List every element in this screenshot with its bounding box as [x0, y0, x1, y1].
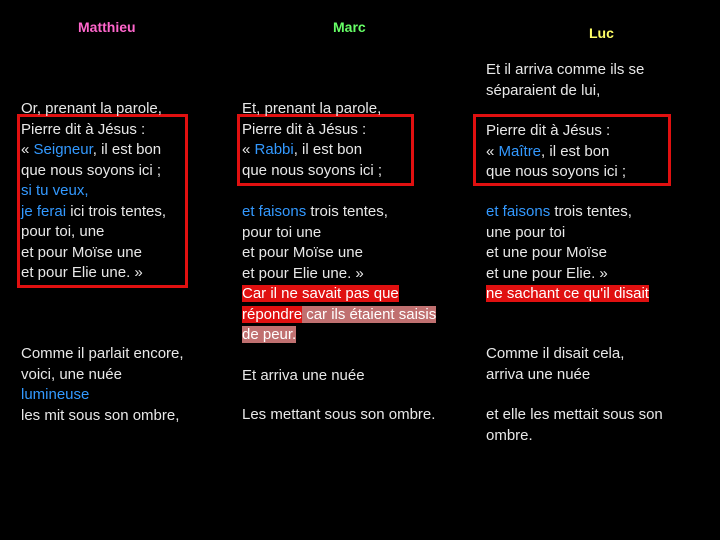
highlighted-word: et faisons	[486, 203, 551, 220]
text-line: Et il arriva comme ils se	[486, 61, 645, 78]
text-fragment: trois tentes,	[550, 203, 632, 220]
text-fragment: ici trois tentes,	[66, 202, 167, 220]
text-line: Pierre dit à Jésus :	[486, 122, 611, 139]
marc-passage-4	[242, 405, 435, 426]
highlighted-text: de peur.	[242, 326, 297, 343]
text-line: et pour Elie une. »	[242, 264, 364, 282]
luc-passage-1	[486, 121, 626, 183]
text-line: pour toi, une	[21, 223, 105, 240]
header-marc: Marc	[333, 19, 366, 35]
text-line: et elle les mettait sous son	[486, 406, 663, 423]
luc-passage-3	[486, 344, 624, 385]
highlighted-word: Rabbi	[254, 141, 294, 158]
header-luc: Luc	[589, 25, 614, 41]
text-line	[242, 325, 436, 346]
text-line: Comme il parlait encore,	[21, 345, 184, 362]
text-line	[486, 142, 626, 163]
text-line: séparaient de lui,	[486, 81, 601, 99]
header-matthieu: Matthieu	[78, 19, 136, 35]
text-fragment: «	[486, 142, 499, 160]
text-line: arriva une nuée	[486, 365, 591, 383]
text-line	[486, 284, 649, 305]
text-line	[242, 140, 382, 161]
text-fragment: «	[21, 141, 34, 158]
text-line: que nous soyons ici ;	[486, 163, 627, 180]
text-line: et pour Elie une. »	[21, 264, 143, 281]
text-line	[242, 305, 436, 326]
text-line: pour toi une	[242, 223, 322, 241]
highlighted-text: répondre	[242, 305, 303, 323]
text-line	[486, 202, 649, 223]
text-fragment: , il est bon	[92, 141, 162, 158]
marc-passage-1	[242, 99, 382, 181]
luc-passage-4	[486, 405, 663, 446]
text-fragment: , il est bon	[293, 141, 363, 158]
highlighted-text: car ils étaient saisis	[302, 305, 437, 323]
highlighted-word: Seigneur	[33, 141, 93, 158]
highlighted-text: Car il ne savait pas que	[242, 285, 399, 302]
text-line: et une pour Elie. »	[486, 264, 608, 282]
text-line: ombre.	[486, 426, 533, 444]
luc-passage-2	[486, 202, 649, 305]
text-line: et pour Moïse une	[242, 244, 363, 261]
marc-passage-2	[242, 202, 436, 346]
matthieu-passage-2	[21, 344, 184, 426]
text-line: et pour Moïse une	[21, 243, 142, 261]
highlighted-line: si tu veux,	[21, 182, 89, 199]
text-line: Les mettant sous son ombre.	[242, 406, 436, 423]
luc-passage-0	[486, 60, 644, 101]
text-fragment: trois tentes,	[306, 203, 388, 220]
highlighted-word: Maître	[498, 142, 542, 160]
text-line: Or, prenant la parole,	[21, 100, 162, 117]
text-line: Et, prenant la parole,	[242, 100, 382, 117]
marc-passage-3	[242, 366, 365, 387]
text-fragment: , il est bon	[541, 142, 610, 160]
text-line: Pierre dit à Jésus :	[21, 120, 146, 138]
text-line	[242, 284, 436, 305]
text-line: que nous soyons ici ;	[21, 161, 162, 179]
highlighted-word: et faisons	[242, 203, 307, 220]
highlighted-line: lumineuse	[21, 386, 90, 403]
text-line	[21, 140, 166, 161]
text-line: que nous soyons ici ;	[242, 161, 383, 179]
text-line: Pierre dit à Jésus :	[242, 120, 367, 138]
highlighted-text: ne sachant ce qu'il disait	[486, 285, 649, 302]
text-line: une pour toi	[486, 223, 566, 241]
text-fragment: «	[242, 141, 255, 158]
text-line	[21, 202, 166, 223]
text-line	[242, 202, 436, 223]
text-line: les mit sous son ombre,	[21, 406, 180, 424]
highlighted-word: je ferai	[21, 202, 67, 220]
text-line: Comme il disait cela,	[486, 345, 625, 362]
text-line: voici, une nuée	[21, 365, 122, 383]
matthieu-passage-1	[21, 99, 166, 284]
text-line: et une pour Moïse	[486, 244, 607, 261]
text-line: Et arriva une nuée	[242, 367, 365, 384]
